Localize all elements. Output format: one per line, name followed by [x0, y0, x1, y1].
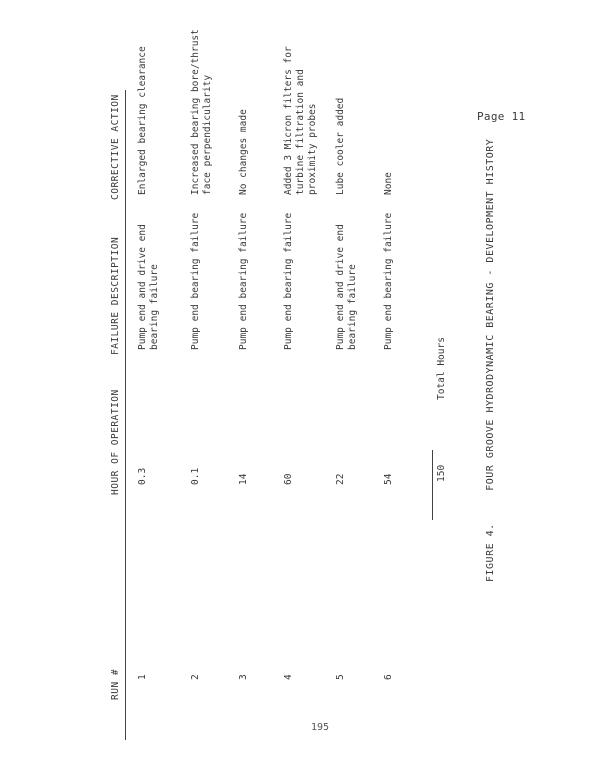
run-number: 6	[383, 674, 394, 680]
sheet-number: 195	[311, 722, 330, 733]
hour-of-operation: 54	[383, 473, 394, 485]
hour-of-operation: 22	[335, 473, 346, 485]
corrective-action: Added 3 Micron filters for turbine filtration and proximity probes	[283, 46, 318, 195]
caption-label: FIGURE 4.	[485, 523, 496, 582]
page-number: Page 11	[477, 110, 526, 123]
run-number: 1	[137, 674, 148, 680]
total-rule	[432, 450, 433, 520]
header-failure: FAILURE DESCRIPTION	[110, 236, 121, 355]
failure-description: Pump end bearing failure	[283, 212, 294, 350]
corrective-action: Increased bearing bore/thrust face perpendicularity	[190, 29, 213, 195]
hour-of-operation: 0.3	[137, 467, 148, 485]
rotated-table-figure	[80, 29, 540, 740]
failure-description: Pump end bearing failure	[383, 212, 394, 350]
header-run: RUN #	[110, 668, 121, 700]
hour-of-operation: 14	[238, 473, 249, 485]
header-rule	[125, 90, 126, 740]
total-hours-label: Total Hours	[436, 337, 447, 400]
hour-of-operation: 60	[283, 473, 294, 485]
header-corrective: CORRECTIVE ACTION	[110, 94, 121, 200]
run-number: 4	[283, 674, 294, 680]
failure-description: Pump end and drive end bearing failure	[137, 224, 160, 350]
corrective-action: None	[383, 172, 394, 195]
run-number: 2	[190, 674, 201, 680]
hour-of-operation: 0.1	[190, 467, 201, 485]
failure-description: Pump end bearing failure	[238, 212, 249, 350]
corrective-action: Enlarged bearing clearance	[137, 46, 148, 195]
failure-description: Pump end bearing failure	[190, 212, 201, 350]
failure-description: Pump end and drive end bearing failure	[335, 224, 358, 350]
figure-caption	[485, 139, 496, 582]
total-hours-value: 150	[436, 464, 447, 482]
run-number: 3	[238, 674, 249, 680]
corrective-action: Lube cooler added	[335, 97, 346, 195]
run-number: 5	[335, 674, 346, 680]
caption-title: FOUR GROOVE HYDRODYNAMIC BEARING - DEVELOPMENT HISTORY	[485, 138, 496, 491]
header-hour: HOUR OF OPERATION	[110, 389, 121, 495]
corrective-action: No changes made	[238, 109, 249, 195]
